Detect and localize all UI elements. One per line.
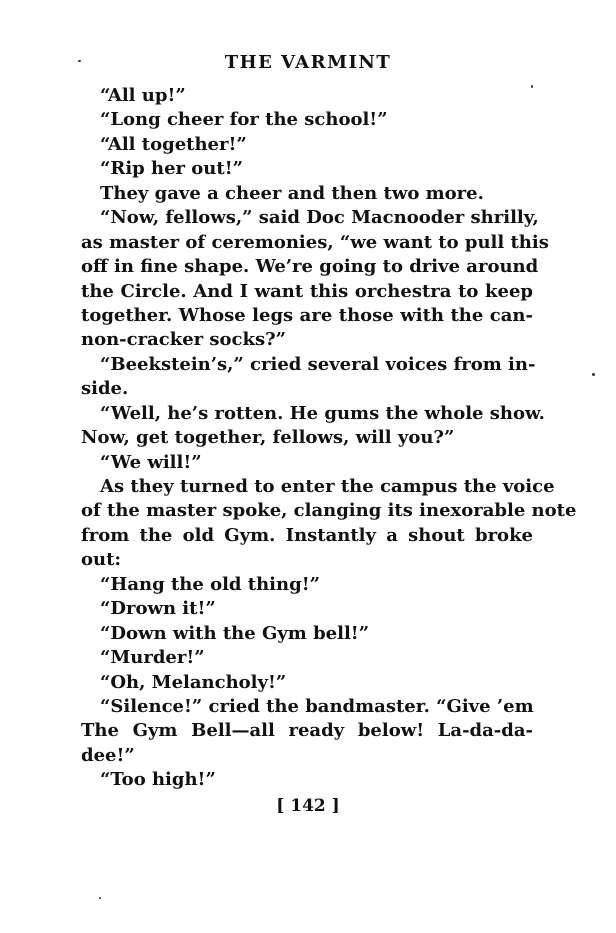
- text-line: off in fine shape. We’re going to drive around: [81, 256, 539, 278]
- text-line: side.: [81, 378, 129, 400]
- text-line: They gave a cheer and then two more.: [100, 182, 484, 204]
- body-text: [81, 84, 577, 793]
- text-line: together. Whose legs are those with the can-: [81, 304, 533, 326]
- text-line: dee!”: [81, 744, 135, 766]
- text-line: “Now, fellows,” said Doc Macnooder shrilly,: [100, 207, 539, 229]
- text-line: “Drown it!”: [100, 598, 216, 620]
- text-line: “Rip her out!”: [100, 158, 243, 180]
- ink-speck: [592, 373, 595, 376]
- text-line: “Oh, Melancholy!”: [100, 671, 287, 693]
- text-line: “Murder!”: [100, 647, 205, 669]
- text-line: the Circle. And I want this orchestra to keep: [81, 280, 533, 302]
- text-line: “Beekstein’s,” cried several voices from in-: [100, 353, 536, 375]
- text-line: as master of ceremonies, “we want to pull this: [81, 231, 549, 253]
- page-number: [ 142 ]: [276, 796, 340, 816]
- text-line: “Hang the old thing!”: [100, 573, 320, 595]
- text-line: The Gym Bell—all ready below! La-da-da-: [81, 720, 533, 742]
- text-line: “Silence!” cried the bandmaster. “Give ’em: [100, 695, 534, 717]
- text-line: of the master spoke, clanging its inexorable note: [81, 500, 577, 522]
- text-line: “All together!”: [100, 133, 247, 155]
- running-head: THE VARMINT: [224, 52, 392, 73]
- text-line: “Down with the Gym bell!”: [100, 622, 370, 644]
- text-line: “Long cheer for the school!”: [100, 109, 388, 131]
- text-line: from the old Gym. Instantly a shout broke: [81, 524, 533, 546]
- ink-speck: [99, 897, 101, 899]
- text-line: out:: [81, 549, 122, 571]
- text-line: non-cracker socks?”: [81, 329, 286, 351]
- text-line: “We will!”: [100, 451, 202, 473]
- text-line: “Too high!”: [100, 769, 216, 791]
- text-line: “Well, he’s rotten. He gums the whole show.: [100, 402, 545, 424]
- text-line: Now, get together, fellows, will you?”: [81, 427, 455, 449]
- text-line: As they turned to enter the campus the voice: [100, 476, 555, 497]
- text-line: “All up!”: [100, 85, 186, 106]
